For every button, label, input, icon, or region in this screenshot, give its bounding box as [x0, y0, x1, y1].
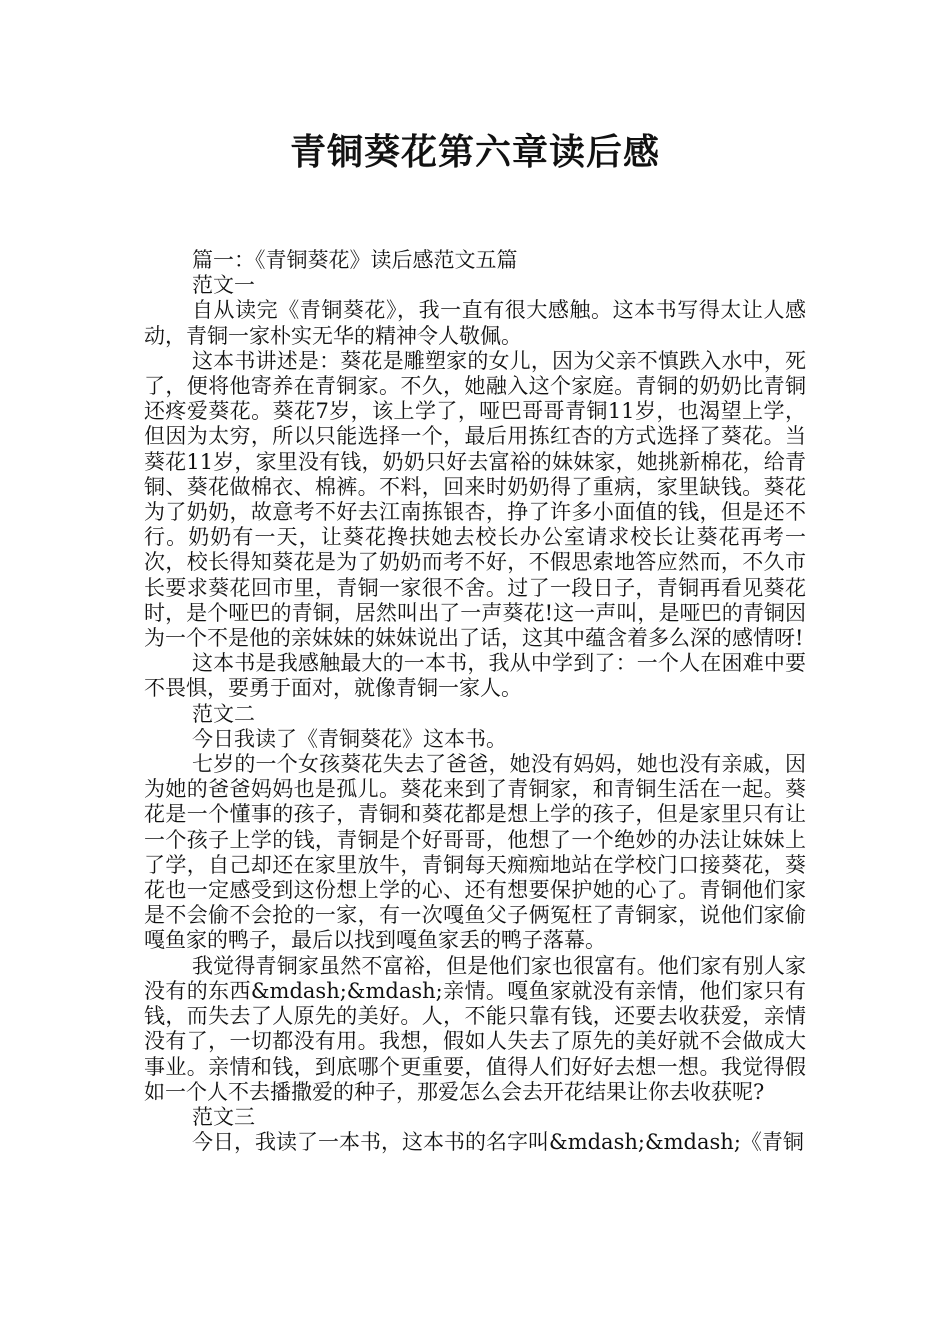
- paragraph: 这本书是我感触最大的一本书，我从中学到了：一个人在困难中要不畏惧，要勇于面对，就像青铜一家人。: [144, 651, 806, 701]
- section-label-essay-three: 范文三: [192, 1104, 255, 1129]
- paragraph: 今日，我读了一本书，这本书的名字叫&mdash;&mdash;《青铜: [192, 1130, 804, 1155]
- paragraph: 自从读完《青铜葵花》，我一直有很大感触。这本书写得太让人感动，青铜一家朴实无华的精神令人敬佩。: [144, 298, 806, 348]
- heading-part-one: 篇一：《青铜葵花》读后感范文五篇: [192, 248, 518, 272]
- section-label-essay-one: 范文一: [192, 273, 255, 298]
- section-label-essay-two: 范文二: [192, 701, 255, 726]
- document-title: 青铜葵花第六章读后感: [289, 132, 660, 173]
- paragraph: 今日我读了《青铜葵花》这本书。: [192, 726, 507, 751]
- paragraph: 我觉得青铜家虽然不富裕，但是他们家也很富有。他们家有别人家没有的东西&mdash;&mdash;亲情。嘎鱼家就没有亲情，他们家只有钱，而失去了人原先的美好。人，不能只靠有钱，还要去收获爱，亲情没有了，一切都没有用。我想，假如人失去了原先的美好就不会做成大事业。亲情和钱，到底哪个更重要，值得人们好好去想一想。我觉得假如一个人不去播撒爱的种子，那爱怎么会去开花结果让你去收获呢?: [144, 953, 806, 1104]
- paragraph: 七岁的一个女孩葵花失去了爸爸，她没有妈妈，她也没有亲戚，因为她的爸爸妈妈也是孤儿。葵花来到了青铜家，和青铜生活在一起。葵花是一个懂事的孩子，青铜和葵花都是想上学的孩子，但是家里只有让一个孩子上学的钱，青铜是个好哥哥，他想了一个绝妙的办法让妹妹上了学，自己却还在家里放牛，青铜每天痴痴地站在学校门口接葵花，葵花也一定感受到这份想上学的心、还有想要保护她的心了。青铜他们家是不会偷不会抢的一家，有一次嘎鱼父子俩冤枉了青铜家，说他们家偷嘎鱼家的鸭子，最后以找到嘎鱼家丢的鸭子落幕。: [144, 752, 806, 953]
- paragraph: 这本书讲述是：葵花是雕塑家的女儿，因为父亲不慎跌入水中，死了，便将他寄养在青铜家。不久，她融入这个家庭。青铜的奶奶比青铜还疼爱葵花。葵花7岁，该上学了，哑巴哥哥青铜11岁，也渴望上学，但因为太穷，所以只能选择一个，最后用拣红杏的方式选择了葵花。当葵花11岁，家里没有钱，奶奶只好去富裕的妹妹家，她挑新棉花，给青铜、葵花做棉衣、棉裤。不料，回来时奶奶得了重病，家里缺钱。葵花为了奶奶，故意考不好去江南拣银杏，挣了许多小面值的钱，但是还不行。奶奶有一天，让葵花搀扶她去校长办公室请求校长让葵花再考一次，校长得知葵花是为了奶奶而考不好，不假思索地答应然而，不久市长要求葵花回市里，青铜一家很不舍。过了一段日子，青铜再看见葵花时，是个哑巴的青铜，居然叫出了一声葵花!这一声叫，是哑巴的青铜因为一个不是他的亲妹妹的妹妹说出了话，这其中蕴含着多么深的感情呀!: [144, 348, 806, 651]
- document-body: [144, 248, 806, 1155]
